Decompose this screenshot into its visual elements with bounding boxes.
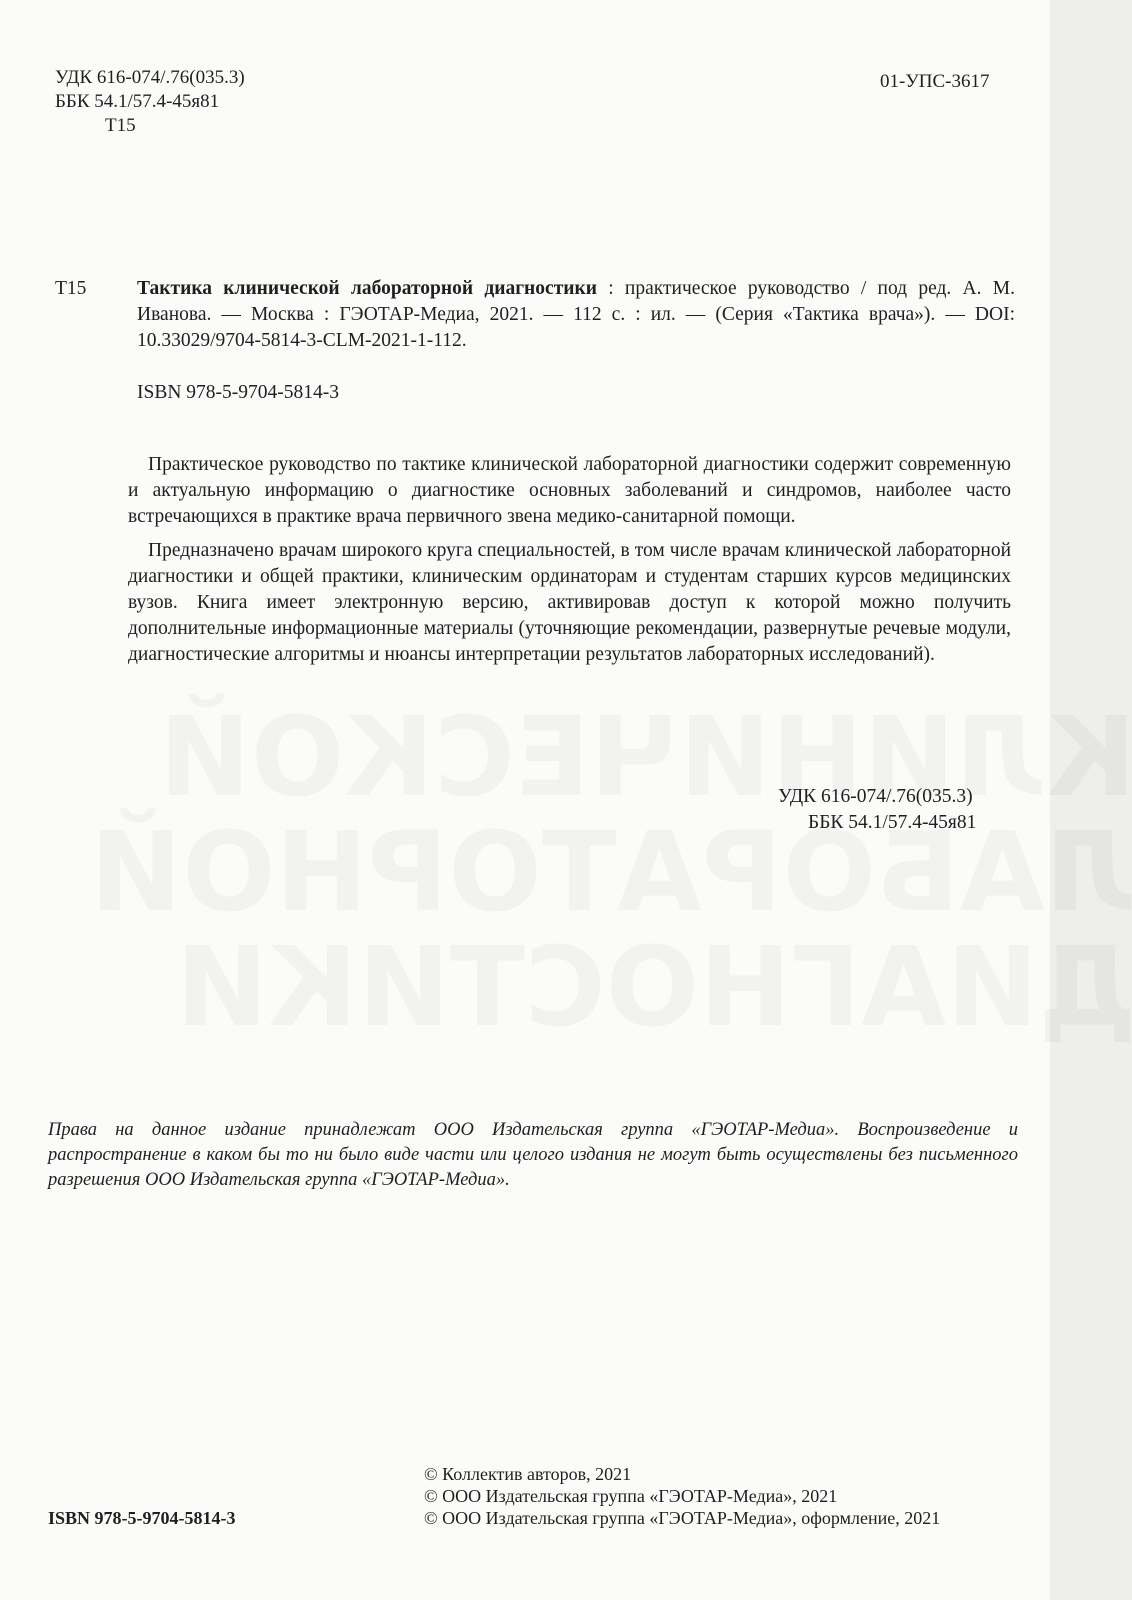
abstract-paragraph-2: Предназначено врачам широкого круга специальностей, в том числе врачам клинической лабораторной диагностики и общей практики, клиническим ординаторам и студентам старших курсов медицинских вузов. Книга имеет электронную версию, активировав доступ к которой можно получить дополнительные информационные материалы (уточняющие рекомендации, развернутые речевые модули, диагностические алгоритмы и нюансы интерпретации результатов лабораторных исследований). (128, 540, 1011, 665)
page-edge (1050, 0, 1132, 1600)
bbk-code: ББК 54.1/57.4-45я81 (55, 91, 220, 112)
entry-text (137, 276, 1015, 354)
abstract-paragraph-1: Практическое руководство по тактике клинической лабораторной диагностики содержит современную и актуальную информацию о диагностике основных заболеваний и синдромов, наиболее часто встречающихся в практике врача первичного звена медико-санитарной помощи. (128, 454, 1011, 527)
bbk-code-bottom: ББК 54.1/57.4-45я81 (808, 812, 977, 833)
book-title: Тактика клинической лабораторной диагностики (137, 278, 597, 299)
udc-code: УДК 616-074/.76(035.3) (55, 67, 245, 88)
entry-details: : практическое руководство / под ред. А. М. Иванова. — Москва : ГЭОТАР-Медиа, 2021. — 112 с. : ил. — (Серия «Тактика врача»). — DOI: 10.33029/9704-5814-3-CLM-2021-1-112. (137, 278, 1015, 351)
copyright-line: © ООО Издательская группа «ГЭОТАР-Медиа», 2021 (424, 1486, 838, 1506)
copyright-line: © ООО Издательская группа «ГЭОТАР-Медиа», оформление, 2021 (424, 1508, 941, 1528)
bibliographic-entry (55, 276, 1015, 354)
copyright-lines (424, 1463, 940, 1529)
copyright-line: © Коллектив авторов, 2021 (424, 1464, 632, 1484)
classification-bottom (778, 784, 976, 836)
udc-code-bottom: УДК 616-074/.76(035.3) (778, 786, 973, 807)
author-mark: Т15 (105, 115, 136, 136)
publisher-code: 01-УПС-3617 (880, 71, 990, 92)
rights-notice: Права на данное издание принадлежат ООО Издательская группа «ГЭОТАР-Медиа». Воспроизведение и распространение в каком бы то ни было виде части или целого издания не могут быть осуществлены без письменного разрешения ООО Издательская группа «ГЭОТАР-Медиа». (48, 1120, 1018, 1190)
classification-top (55, 66, 245, 138)
abstract (128, 452, 1011, 668)
footer-isbn: ISBN 978-5-9704-5814-3 (48, 1508, 236, 1528)
isbn-line: ISBN 978-5-9704-5814-3 (137, 382, 340, 403)
entry-author-mark: Т15 (55, 278, 87, 299)
